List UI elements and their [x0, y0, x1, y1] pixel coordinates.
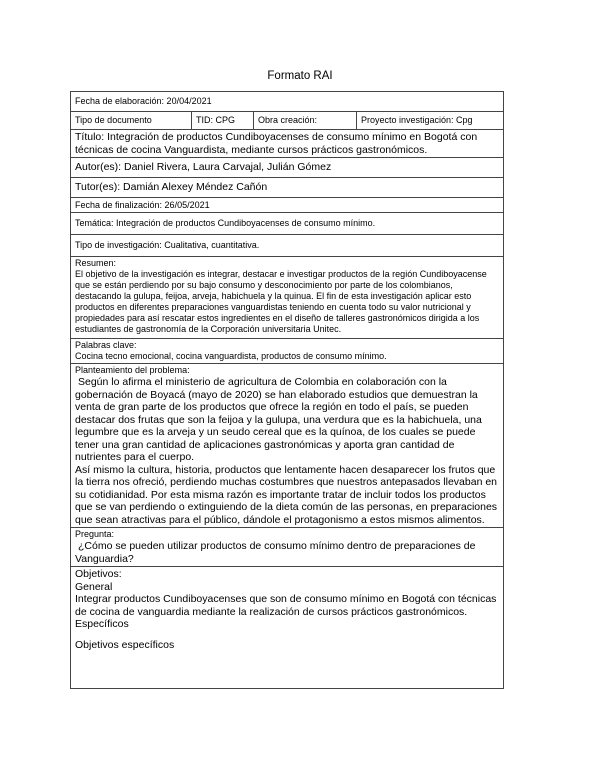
objetivo-general-label: General [75, 580, 113, 593]
page-title: Formato RAI [267, 70, 333, 82]
rai-table [70, 91, 504, 689]
tipo-investigacion: Tipo de investigación: Cualitativa, cuantitativa. [71, 235, 504, 257]
objetivos-especificos-label: Específicos [75, 618, 129, 630]
tutores: Tutor(es): Damián Alexey Méndez Cañón [71, 178, 504, 198]
pregunta-label: Pregunta: [75, 529, 115, 539]
palabras-clave-section [71, 339, 504, 364]
resumen-label: Resumen: [75, 258, 117, 268]
fecha-elaboracion: Fecha de elaboración: 20/04/2021 [71, 92, 504, 112]
resumen-text: El objetivo de la investigación es integrar, destacar e investigar productos de la región Cundiboyacense que se están perdiendo por su bajo consumo y desconocimiento por parte de los colombianos, destacando la gulupa, feijoa, arveja, habichuela y la quinua. El fin de esta investigación aplicar esto productos en diferentes preparaciones vanguardistas teniendo en cuenta todo su valor nutricional y propiedades para así rescatar estos ingredientes en el diseño de talleres gastronómicos dirigida a los estudiantes de gastronomía de la Corporación universitaria Unitec. [75, 269, 487, 334]
planteamiento-label: Planteamiento del problema: [75, 365, 190, 375]
autores: Autor(es): Daniel Rivera, Laura Carvajal, Julián Gómez [71, 158, 504, 178]
proyecto-investigacion: Proyecto investigación: Cpg [357, 112, 504, 130]
tipo-documento-label: Tipo de documento [71, 112, 192, 130]
planteamiento-section [71, 364, 504, 528]
planteamiento-paragraph-2: Así mismo la cultura, historia, productos que lentamente hacen desaparecer los frutos que la tierra nos ofreció, perdiendo muchas costumbres que nuestros antepasados llevaban en su cotidianidad. Por esta misma razón es importante tratar de incluir todos los productos que se van perdiendo o extinguiendo de la dieta común de las personas, en preparaciones que sean atractivas para el público, dándole el protagonismo a estos mismos alimentos. [75, 463, 498, 526]
objetivos-especificos-text: Objetivos específicos [75, 638, 175, 651]
pregunta-section [71, 528, 504, 567]
objetivos-section [71, 567, 504, 689]
fecha-finalizacion: Fecha de finalización: 26/05/2021 [71, 198, 504, 213]
titulo: Título: Integración de productos Cundiboyacenses de consumo mínimo en Bogotá con técnicas de cocina Vanguardista, mediante cursos prácticos gastronómicos. [71, 130, 504, 158]
planteamiento-paragraph-1: Según lo afirma el ministerio de agricultura de Colombia en colaboración con la gobernación de Boyacá (mayo de 2020) se han elaborado estudios que demuestran la venta de gran parte de los productos que ofrece la región en todo el país, se pueden destacar dos frutas que son la feijoa y la gulupa, una verdura que es la habichuela, una legumbre que es la arveja y un seudo cereal que es la quínoa, de los cuales se puede tener una gran cantidad de aplicaciones gastronómicas y aporta gran cantidad de nutrientes para el cuerpo. [75, 376, 482, 463]
objetivos-label: Objetivos: [75, 568, 122, 580]
objetivo-general-text: Integrar productos Cundiboyacenses que son de consumo mínimo en Bogotá con técnicas de cocina de vanguardia mediante la realización de cursos prácticos gastronómicos. [75, 593, 497, 618]
resumen-section [71, 257, 504, 339]
tid-value: TID: CPG [192, 112, 254, 130]
palabras-clave-text: Cocina tecno emocional, cocina vanguardista, productos de consumo mínimo. [75, 351, 387, 361]
pregunta-text: ¿Cómo se pueden utilizar productos de consumo mínimo dentro de preparaciones de Vanguardia? [75, 540, 476, 565]
tematica: Temática: Integración de productos Cundiboyacenses de consumo mínimo. [71, 213, 504, 235]
obra-creacion: Obra creación: [254, 112, 357, 130]
palabras-clave-label: Palabras clave: [75, 340, 137, 350]
